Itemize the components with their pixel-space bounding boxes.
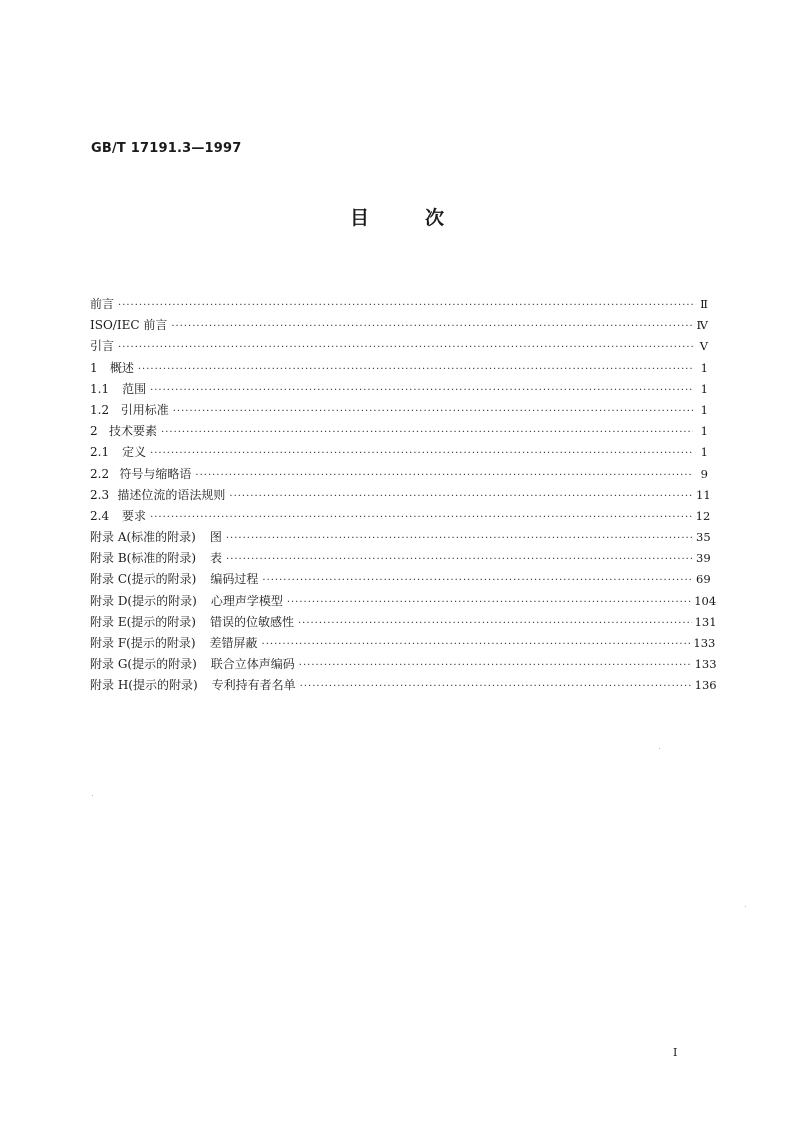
toc-entry-number: 1.2 — [90, 402, 110, 417]
toc-entry-label: 定义 — [122, 445, 147, 460]
toc-entry-page: 11 — [696, 487, 711, 502]
toc-entry[interactable] — [90, 569, 711, 590]
toc-entry-label: 引用标准 — [120, 402, 169, 417]
toc-entry-page: 1 — [700, 360, 708, 375]
toc-entry-label: 附录 F(提示的附录) — [90, 636, 196, 650]
toc-entry[interactable] — [90, 633, 716, 654]
toc-entry-label: 概述 — [109, 360, 134, 375]
toc-entry[interactable] — [90, 675, 717, 696]
toc-entry-page: Ⅳ — [696, 318, 708, 333]
toc-title-char-1: 目 — [349, 207, 369, 229]
toc-entry-label: 要求 — [122, 508, 147, 523]
toc-entry-label: 附录 B(标准的附录) — [90, 551, 196, 566]
toc-entry-page: 9 — [700, 466, 708, 481]
toc-leader-dots — [299, 655, 692, 676]
toc-title — [0, 203, 794, 230]
toc-entry[interactable] — [90, 400, 708, 421]
toc-entry[interactable] — [90, 485, 711, 506]
toc-entry-page: 133 — [694, 657, 717, 672]
toc-entry-page: Ⅴ — [699, 339, 708, 354]
toc-entry-label: 描述位流的语法规则 — [117, 487, 226, 502]
toc-leader-dots — [300, 676, 692, 697]
toc-leader-dots — [161, 422, 693, 443]
toc-entry-label: 前言 — [90, 297, 115, 311]
toc-entry[interactable] — [90, 336, 708, 357]
toc-leader-dots — [262, 570, 693, 591]
toc-entry-label: 技术要素 — [109, 424, 158, 439]
toc-entry-label: 附录 C(提示的附录) — [90, 572, 197, 587]
toc-entry-page: 39 — [696, 551, 711, 566]
toc-entry[interactable] — [90, 315, 708, 336]
scan-speck — [659, 748, 660, 749]
toc-leader-dots — [195, 465, 693, 486]
toc-entry[interactable] — [90, 379, 708, 400]
toc-entry-page: 69 — [696, 572, 711, 587]
toc-entry-number: 2.3 — [90, 487, 110, 502]
toc-entry[interactable] — [90, 464, 708, 485]
toc-leader-dots — [226, 528, 693, 549]
toc-leader-dots — [150, 507, 693, 528]
toc-entry-number: 2.1 — [90, 445, 110, 460]
toc-entry-number: 2 — [90, 424, 98, 439]
toc-entry[interactable] — [90, 548, 711, 569]
toc-entry-page: 1 — [700, 402, 708, 417]
toc-entry-label: 符号与缩略语 — [119, 466, 192, 481]
toc-entry[interactable] — [90, 654, 717, 675]
toc-leader-dots — [171, 316, 693, 337]
toc-leader-dots — [150, 443, 693, 464]
toc-leader-dots — [262, 634, 691, 655]
toc-entry-page: 104 — [694, 593, 717, 608]
toc-leader-dots — [150, 380, 693, 401]
toc-leader-dots — [287, 592, 691, 613]
toc-leader-dots — [173, 401, 693, 422]
toc-entry-label: 附录 D(提示的附录) — [90, 593, 197, 608]
toc-entry-page: 35 — [696, 530, 711, 545]
toc-entry-number: 2.4 — [90, 508, 110, 523]
toc-entry-page: 12 — [695, 508, 711, 523]
toc-entry[interactable] — [90, 294, 708, 315]
toc-entry-number: 1 — [90, 360, 98, 375]
toc-entry-subtitle: 编码过程 — [210, 572, 259, 587]
toc-entry-subtitle: 心理声学模型 — [210, 593, 283, 608]
toc-entry-subtitle: 表 — [210, 551, 223, 566]
toc-leader-dots — [298, 613, 692, 634]
toc-entry-label: 附录 A(标准的附录) — [90, 530, 196, 545]
toc-entry-page: 136 — [694, 678, 717, 693]
toc-entry[interactable] — [90, 442, 708, 463]
toc-entry-subtitle: 差错屏蔽 — [209, 636, 258, 650]
toc-leader-dots — [229, 486, 693, 507]
toc-entry-number: 1.1 — [90, 381, 110, 396]
toc-entry-page: 133 — [693, 636, 716, 650]
toc-entry-page: Ⅱ — [700, 297, 708, 311]
page-number: I — [673, 1046, 678, 1059]
toc-entry[interactable] — [90, 358, 708, 379]
toc-entry[interactable] — [90, 506, 711, 527]
toc-entry-page: 1 — [700, 381, 708, 396]
scan-speck — [92, 795, 93, 796]
toc-entry[interactable] — [90, 421, 708, 442]
scan-speck — [745, 906, 746, 907]
toc-entry-subtitle: 联合立体声编码 — [210, 657, 295, 672]
toc-list — [90, 294, 717, 697]
toc-entry-label: 范围 — [122, 381, 147, 396]
toc-entry-subtitle: 错误的位敏感性 — [209, 614, 294, 629]
toc-entry-label: 附录 E(提示的附录) — [90, 614, 196, 629]
toc-entry-page: 131 — [694, 614, 717, 629]
standard-code: GB/T 17191.3—1997 — [91, 141, 242, 156]
toc-entry-label: 附录 H(提示的附录) — [90, 678, 198, 693]
toc-entry[interactable] — [90, 591, 717, 612]
toc-entry-page: 1 — [700, 445, 708, 460]
toc-entry-subtitle: 图 — [209, 530, 222, 545]
toc-entry[interactable] — [90, 612, 717, 633]
toc-leader-dots — [138, 359, 693, 380]
toc-leader-dots — [226, 549, 693, 570]
toc-entry-label: 附录 G(提示的附录) — [90, 657, 197, 672]
toc-entry-subtitle: 专利持有者名单 — [211, 678, 296, 693]
toc-leader-dots — [118, 295, 693, 316]
toc-entry-number: 2.2 — [90, 466, 110, 481]
toc-entry-page: 1 — [700, 424, 708, 439]
toc-leader-dots — [118, 337, 693, 358]
toc-entry-label: 引言 — [90, 339, 115, 354]
toc-title-char-2: 次 — [425, 207, 445, 229]
toc-entry[interactable] — [90, 527, 711, 548]
toc-entry-label: ISO/IEC 前言 — [90, 318, 168, 333]
